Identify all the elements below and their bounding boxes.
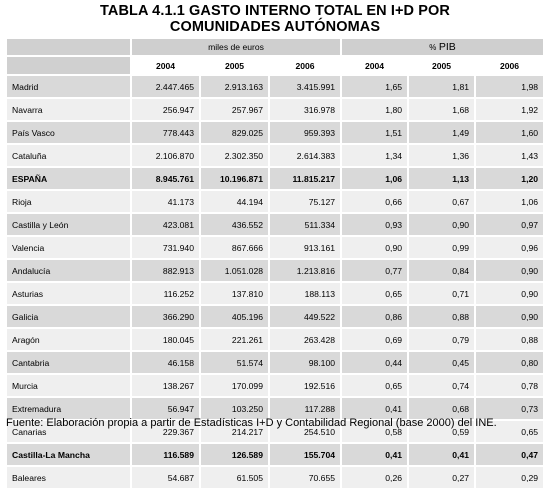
pib-value-cell: 0,71 xyxy=(408,282,475,305)
header-blank-cell xyxy=(6,56,131,75)
region-name-cell: Valencia xyxy=(6,236,131,259)
table-title-line-1: TABLA 4.1.1 GASTO INTERNO TOTAL EN I+D POR xyxy=(100,3,450,19)
pib-value-cell: 0,58 xyxy=(341,420,408,443)
table-row xyxy=(6,144,544,167)
euros-value-cell: 117.288 xyxy=(269,397,341,420)
region-name-cell: Aragón xyxy=(6,328,131,351)
pib-value-cell: 1,98 xyxy=(475,75,544,98)
pib-value-cell: 0,69 xyxy=(341,328,408,351)
region-name-cell: País Vasco xyxy=(6,121,131,144)
pib-value-cell: 0,99 xyxy=(408,236,475,259)
table-row xyxy=(6,98,544,121)
euros-value-cell: 46.158 xyxy=(131,351,200,374)
euros-value-cell: 192.516 xyxy=(269,374,341,397)
table-title-line-2: COMUNIDADES AUTÓNOMAS xyxy=(169,19,381,35)
region-name-cell: ESPAÑA xyxy=(6,167,131,190)
euros-value-cell: 829.025 xyxy=(200,121,269,144)
euros-value-cell: 449.522 xyxy=(269,305,341,328)
euros-unit-header: miles de euros xyxy=(131,38,341,56)
euros-value-cell: 423.081 xyxy=(131,213,200,236)
header-blank-cell xyxy=(6,38,131,56)
euros-value-cell: 10.196.871 xyxy=(200,167,269,190)
euros-value-cell: 731.940 xyxy=(131,236,200,259)
region-name-cell: Murcia xyxy=(6,374,131,397)
pib-value-cell: 0,88 xyxy=(475,328,544,351)
table-row xyxy=(6,75,544,98)
pib-unit-header xyxy=(341,38,544,56)
pib-value-cell: 0,41 xyxy=(341,397,408,420)
region-name-cell: Cataluña xyxy=(6,144,131,167)
year-header-pib-2004: 2004 xyxy=(341,56,408,75)
region-name-cell: Extremadura xyxy=(6,397,131,420)
table-row xyxy=(6,466,544,489)
euros-value-cell: 188.113 xyxy=(269,282,341,305)
table-row xyxy=(6,167,544,190)
pib-value-cell: 1,65 xyxy=(341,75,408,98)
pib-value-cell: 0,77 xyxy=(341,259,408,282)
euros-value-cell: 405.196 xyxy=(200,305,269,328)
euros-value-cell: 155.704 xyxy=(269,443,341,466)
table-row xyxy=(6,305,544,328)
euros-value-cell: 103.250 xyxy=(200,397,269,420)
table-row xyxy=(6,351,544,374)
euros-value-cell: 1.213.816 xyxy=(269,259,341,282)
year-header-pib-2005: 2005 xyxy=(408,56,475,75)
pib-value-cell: 1,51 xyxy=(341,121,408,144)
euros-value-cell: 11.815.217 xyxy=(269,167,341,190)
pib-percent-sign: % xyxy=(429,43,437,52)
euros-value-cell: 41.173 xyxy=(131,190,200,213)
table-row xyxy=(6,259,544,282)
table-row xyxy=(6,328,544,351)
pib-value-cell: 0,45 xyxy=(408,351,475,374)
pib-value-cell: 1,68 xyxy=(408,98,475,121)
pib-value-cell: 0,41 xyxy=(341,443,408,466)
euros-value-cell: 8.945.761 xyxy=(131,167,200,190)
pib-value-cell: 0,86 xyxy=(341,305,408,328)
table-row xyxy=(6,190,544,213)
pib-value-cell: 0,90 xyxy=(475,305,544,328)
euros-value-cell: 366.290 xyxy=(131,305,200,328)
region-name-cell: Baleares xyxy=(6,466,131,489)
euros-value-cell: 2.614.383 xyxy=(269,144,341,167)
pib-value-cell: 0,41 xyxy=(408,443,475,466)
table-row xyxy=(6,121,544,144)
euros-value-cell: 867.666 xyxy=(200,236,269,259)
euros-value-cell: 180.045 xyxy=(131,328,200,351)
euros-value-cell: 70.655 xyxy=(269,466,341,489)
euros-value-cell: 214.217 xyxy=(200,420,269,443)
euros-value-cell: 61.505 xyxy=(200,466,269,489)
pib-value-cell: 0,96 xyxy=(475,236,544,259)
pib-value-cell: 1,20 xyxy=(475,167,544,190)
pib-value-cell: 0,65 xyxy=(341,282,408,305)
euros-value-cell: 316.978 xyxy=(269,98,341,121)
euros-value-cell: 882.913 xyxy=(131,259,200,282)
year-header-pib-2006: 2006 xyxy=(475,56,544,75)
pib-label: PIB xyxy=(438,41,456,53)
euros-value-cell: 116.252 xyxy=(131,282,200,305)
pib-value-cell: 1,43 xyxy=(475,144,544,167)
pib-value-cell: 0,90 xyxy=(341,236,408,259)
pib-value-cell: 0,93 xyxy=(341,213,408,236)
table-row xyxy=(6,236,544,259)
euros-value-cell: 170.099 xyxy=(200,374,269,397)
pib-value-cell: 0,73 xyxy=(475,397,544,420)
euros-value-cell: 263.428 xyxy=(269,328,341,351)
pib-value-cell: 1,80 xyxy=(341,98,408,121)
pib-value-cell: 0,26 xyxy=(341,466,408,489)
euros-value-cell: 256.947 xyxy=(131,98,200,121)
region-name-cell: Cantabria xyxy=(6,351,131,374)
pib-value-cell: 0,78 xyxy=(475,374,544,397)
table-row xyxy=(6,443,544,466)
pib-value-cell: 0,65 xyxy=(475,420,544,443)
pib-value-cell: 1,06 xyxy=(341,167,408,190)
region-name-cell: Castilla-La Mancha xyxy=(6,443,131,466)
pib-value-cell: 0,84 xyxy=(408,259,475,282)
euros-value-cell: 436.552 xyxy=(200,213,269,236)
pib-value-cell: 1,13 xyxy=(408,167,475,190)
euros-value-cell: 137.810 xyxy=(200,282,269,305)
region-name-cell: Andalucía xyxy=(6,259,131,282)
euros-value-cell: 2.913.163 xyxy=(200,75,269,98)
region-name-cell: Rioja xyxy=(6,190,131,213)
pib-value-cell: 0,68 xyxy=(408,397,475,420)
pib-value-cell: 1,34 xyxy=(341,144,408,167)
pib-value-cell: 0,59 xyxy=(408,420,475,443)
pib-value-cell: 0,29 xyxy=(475,466,544,489)
pib-value-cell: 1,49 xyxy=(408,121,475,144)
euros-value-cell: 56.947 xyxy=(131,397,200,420)
pib-value-cell: 0,67 xyxy=(408,190,475,213)
pib-value-cell: 1,92 xyxy=(475,98,544,121)
euros-value-cell: 44.194 xyxy=(200,190,269,213)
table-row xyxy=(6,374,544,397)
euros-value-cell: 116.589 xyxy=(131,443,200,466)
euros-value-cell: 229.367 xyxy=(131,420,200,443)
pib-value-cell: 0,47 xyxy=(475,443,544,466)
table-row xyxy=(6,213,544,236)
pib-value-cell: 0,66 xyxy=(341,190,408,213)
euros-value-cell: 913.161 xyxy=(269,236,341,259)
euros-value-cell: 254.510 xyxy=(269,420,341,443)
euros-value-cell: 54.687 xyxy=(131,466,200,489)
pib-value-cell: 0,90 xyxy=(475,282,544,305)
euros-value-cell: 51.574 xyxy=(200,351,269,374)
pib-value-cell: 0,79 xyxy=(408,328,475,351)
euros-value-cell: 2.302.350 xyxy=(200,144,269,167)
euros-value-cell: 3.415.991 xyxy=(269,75,341,98)
units-header-row xyxy=(6,38,544,56)
pib-value-cell: 1,60 xyxy=(475,121,544,144)
pib-value-cell: 0,97 xyxy=(475,213,544,236)
pib-value-cell: 0,44 xyxy=(341,351,408,374)
pib-value-cell: 1,06 xyxy=(475,190,544,213)
year-header-euros-2006: 2006 xyxy=(269,56,341,75)
year-header-euros-2004: 2004 xyxy=(131,56,200,75)
euros-value-cell: 2.447.465 xyxy=(131,75,200,98)
region-name-cell: Asturias xyxy=(6,282,131,305)
years-header-row xyxy=(6,56,544,75)
source-footnote: Fuente: Elaboración propia a partir de Estadísticas I+D y Contabilidad Regional (base 2000) del INE. xyxy=(6,417,497,429)
pib-value-cell: 1,81 xyxy=(408,75,475,98)
pib-value-cell: 0,88 xyxy=(408,305,475,328)
region-name-cell: Galicia xyxy=(6,305,131,328)
euros-value-cell: 221.261 xyxy=(200,328,269,351)
pib-value-cell: 0,74 xyxy=(408,374,475,397)
region-name-cell: Navarra xyxy=(6,98,131,121)
euros-value-cell: 778.443 xyxy=(131,121,200,144)
pib-value-cell: 0,90 xyxy=(408,213,475,236)
year-header-euros-2005: 2005 xyxy=(200,56,269,75)
region-name-cell: Madrid xyxy=(6,75,131,98)
region-name-cell: Castilla y León xyxy=(6,213,131,236)
pib-value-cell: 1,36 xyxy=(408,144,475,167)
euros-value-cell: 257.967 xyxy=(200,98,269,121)
euros-value-cell: 75.127 xyxy=(269,190,341,213)
euros-value-cell: 126.589 xyxy=(200,443,269,466)
euros-value-cell: 138.267 xyxy=(131,374,200,397)
pib-value-cell: 0,80 xyxy=(475,351,544,374)
table-row xyxy=(6,282,544,305)
euros-value-cell: 98.100 xyxy=(269,351,341,374)
euros-value-cell: 511.334 xyxy=(269,213,341,236)
euros-value-cell: 1.051.028 xyxy=(200,259,269,282)
euros-value-cell: 959.393 xyxy=(269,121,341,144)
pib-value-cell: 0,90 xyxy=(475,259,544,282)
pib-value-cell: 0,65 xyxy=(341,374,408,397)
euros-value-cell: 2.106.870 xyxy=(131,144,200,167)
pib-value-cell: 0,27 xyxy=(408,466,475,489)
region-name-cell: Canarias xyxy=(6,420,131,443)
